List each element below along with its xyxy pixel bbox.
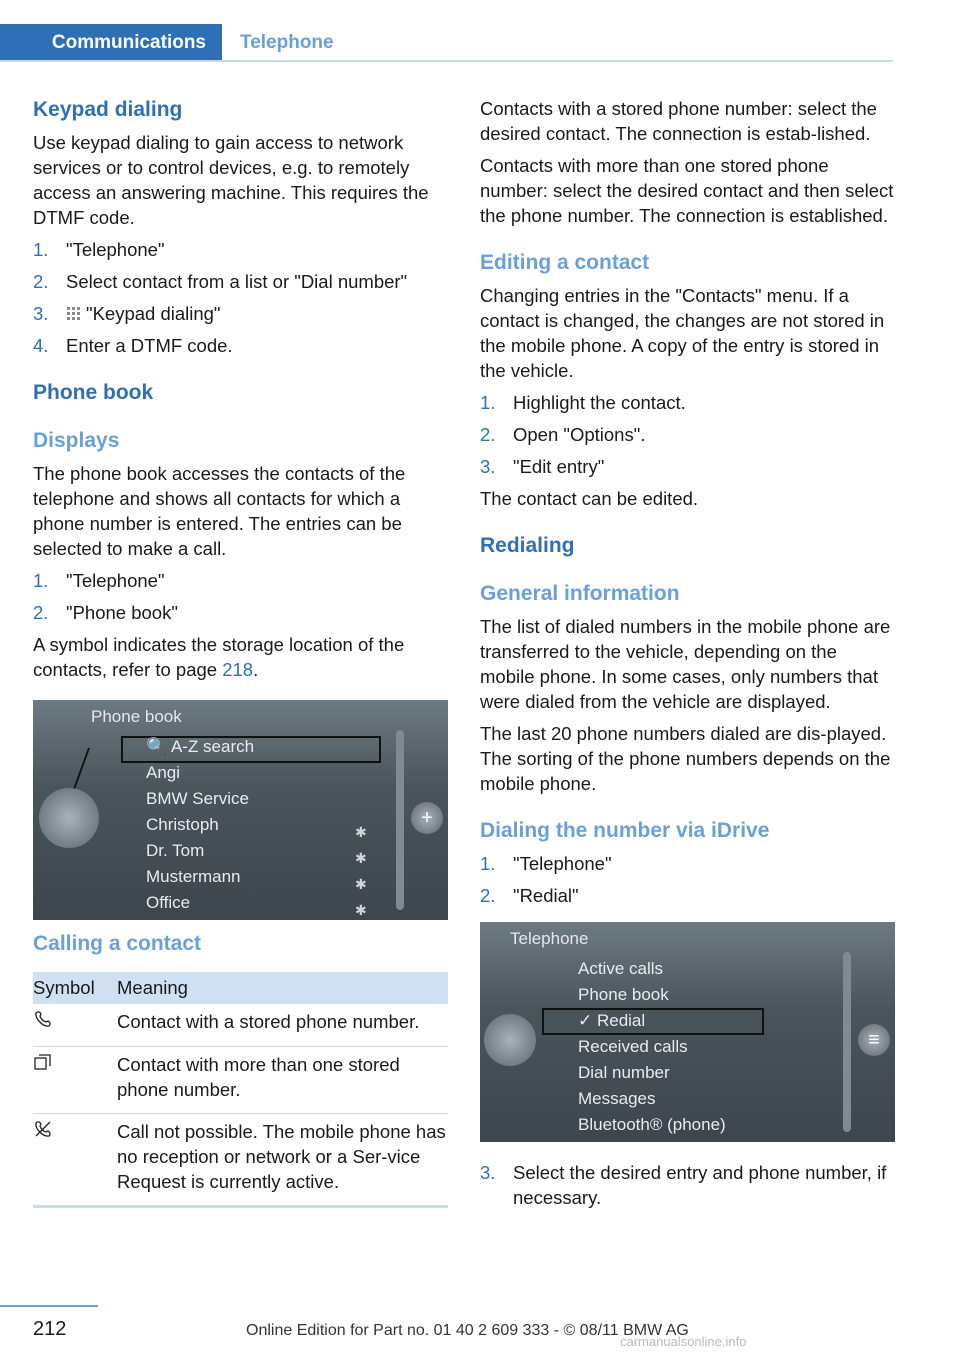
telephone-screenshot [480,922,895,1142]
menu-icon: ≡ [858,1024,890,1056]
idrive-step-3 [480,1160,895,1210]
screen-list-item: Office [146,893,191,912]
page-number: 212 [33,1318,67,1340]
editing-text: Changing entries in the "Contacts" menu. If a contact is changed, the changes are not stored in the mobile phone. A copy of the entry is stored in the vehicle. [480,285,885,381]
list-item: 2. "Phone book" [33,602,178,623]
calling-contact-heading: Calling a contact [33,932,202,955]
general-info-p1: The list of dialed numbers in the mobile phone are transferred to the vehicle, depending on the mobile phone. In some cases, only numbers that were dialed from the vehicle are displayed. [480,616,891,712]
screen-list-item: Bluetooth® (phone) [578,1115,726,1134]
editing-after-text: The contact can be edited. [480,488,699,509]
screen-list-item: Christoph [146,815,219,834]
section-tab-communications: Communications [0,24,222,62]
dialing-idrive-heading: Dialing the number via iDrive [480,819,770,842]
symbol-table [33,972,448,1208]
keypad-dialing-intro: Use keypad dialing to gain access to network services or to control devices, e.g. to remotely access an answering machine. This requires the DTMF code. [33,132,429,228]
screen-list-item: Dr. Tom [146,841,205,860]
general-info-p2: The last 20 phone numbers dialed are dis-played. The sorting of the phone numbers depends on the mobile phone. [480,723,891,794]
keypad-steps [33,237,448,358]
phone-book-screenshot [33,700,448,920]
screen-list-item: ✓ Redial [578,1011,646,1030]
list-item: 2. Open "Options". [480,424,646,445]
displays-steps [33,568,448,625]
bluetooth-icon: ✱ [355,876,367,892]
page-reference-link[interactable]: 218 [222,659,254,680]
list-item: 2. Select contact from a list or "Dial number" [33,271,408,292]
screen-title: Phone book [91,707,182,726]
general-information-heading: General information [480,582,680,605]
phone-book-heading: Phone book [33,381,154,404]
storage-location-text: A symbol indicates the storage location of the contacts, refer to page 218. [33,634,405,680]
screen-list-item: Angi [146,763,181,782]
bluetooth-icon: ✱ [355,824,367,840]
displays-heading: Displays [33,429,120,452]
screen-list-item: Active calls [578,959,664,978]
footer-rule [0,1305,98,1307]
table-header-symbol: Symbol [33,972,117,1004]
list-item: 1. "Telephone" [33,570,165,591]
redialing-heading: Redialing [480,534,575,557]
list-item: 3. Select the desired entry and phone number, if necessary. [480,1162,887,1208]
list-item: 1. "Telephone" [33,239,165,260]
right-column [480,96,895,1217]
screen-list-item: 🔍 A-Z search [146,737,255,756]
screen-list-item: Received calls [578,1037,688,1056]
displays-text: The phone book accesses the contacts of the telephone and shows all contacts for which a phone number is entered. The entries can be selected to make a call. [33,463,406,559]
editing-steps [480,390,895,479]
header-rule [0,60,893,62]
editing-contact-heading: Editing a contact [480,251,650,274]
screen-list-item: Messages [578,1089,656,1108]
section-tab-telephone: Telephone [240,32,334,53]
list-item: 2. "Redial" [480,885,579,906]
add-icon: + [411,802,443,834]
screen-list-item: Phone book [578,985,669,1004]
multiple-numbers-text: Contacts with more than one stored phone number: select the desired contact and then select the phone number. The connection is established. [480,155,894,226]
screen-list-item: Mustermann [146,867,241,886]
list-item: 1. Highlight the contact. [480,392,686,413]
controller-knob-icon [484,1014,536,1066]
watermark: carmanualsonline.info [620,1334,747,1349]
table-row: Contact with a stored phone number. [33,1004,448,1047]
left-column [33,96,448,1208]
phone-stored-icon [33,1009,53,1029]
list-item: 1. "Telephone" [480,853,612,874]
multiple-numbers-icon [33,1052,53,1072]
call-not-possible-icon [33,1119,53,1139]
table-row: Call not possible. The mobile phone has no reception or network or a Ser-vice Request is currently active. [33,1114,448,1207]
idrive-steps [480,851,895,908]
screen-list-item: BMW Service [146,789,249,808]
list-item: 4. Enter a DTMF code. [33,335,233,356]
bluetooth-icon: ✱ [355,902,367,918]
keypad-icon [66,306,82,322]
screen-title: Telephone [510,929,589,948]
controller-knob-icon [39,788,99,848]
list-item: 3. "Edit entry" [480,456,605,477]
table-row: Contact with more than one stored phone number. [33,1047,448,1114]
edition-note: Online Edition for Part no. 01 40 2 609 333 - © 08/11 BMW AG [246,1322,689,1339]
bluetooth-icon: ✱ [355,850,367,866]
table-header-meaning: Meaning [117,972,448,1004]
stored-number-text: Contacts with a stored phone number: select the desired contact. The connection is estab-lished. [480,98,877,144]
list-item: 3. "Keypad dialing" [33,303,221,324]
keypad-dialing-heading: Keypad dialing [33,98,183,121]
screen-list-item: Dial number [578,1063,670,1082]
